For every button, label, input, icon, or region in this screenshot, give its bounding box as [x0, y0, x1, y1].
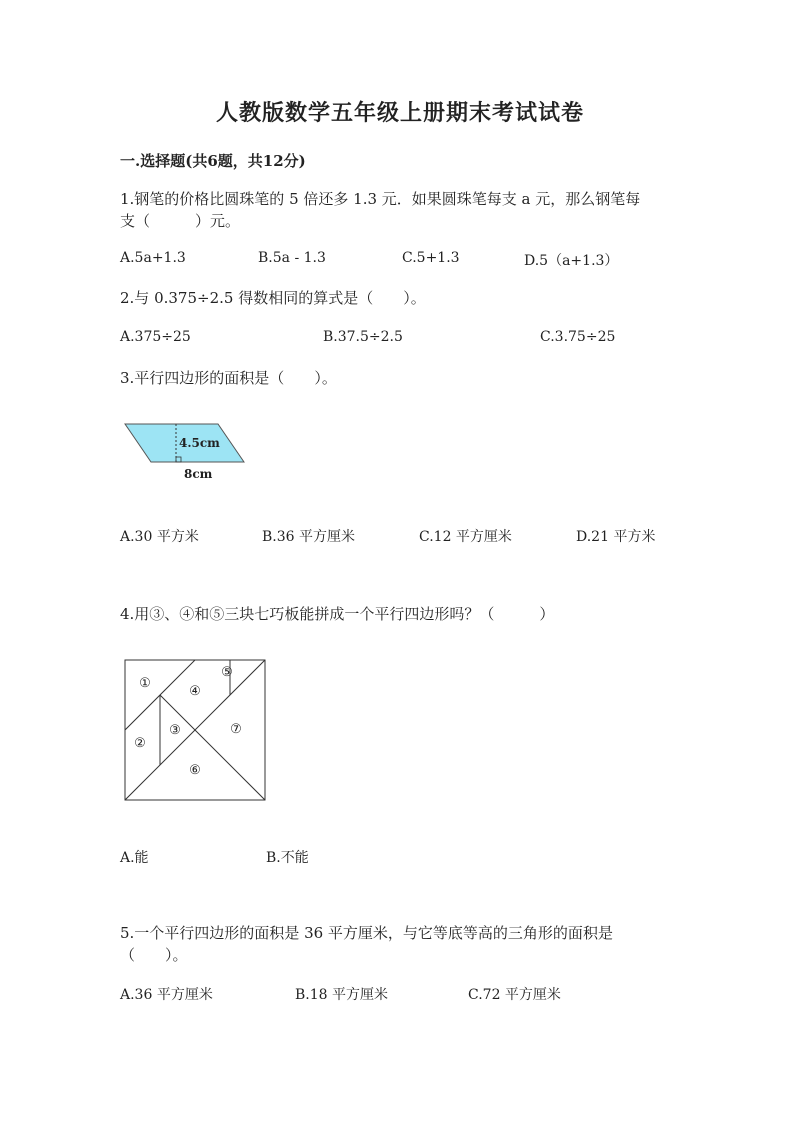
- question-5-option-a: A.36 平方厘米: [120, 987, 213, 1003]
- question-1-option-a: A.5a+1.3: [120, 250, 186, 266]
- question-2-text: 2.与 0.375÷2.5 得数相同的算式是（ ）。: [120, 289, 426, 307]
- page-title: 人教版数学五年级上册期末考试试卷: [215, 100, 584, 126]
- piece-label-5: ⑤: [221, 665, 233, 680]
- piece-label-2: ②: [134, 736, 146, 751]
- piece-label-4: ④: [189, 684, 201, 699]
- question-3-option-c: C.12 平方厘米: [419, 529, 512, 545]
- question-4-option-b: B.不能: [266, 850, 309, 866]
- question-1-line-1: 1.钢笔的价格比圆珠笔的 5 倍还多 1.3 元．如果圆珠笔每支 a 元，那么钢笔每: [120, 190, 641, 208]
- question-1-line-2: 支（ ）元。: [120, 212, 241, 230]
- question-2-option-b: B.37.5÷2.5: [323, 329, 403, 345]
- question-1-option-b: B.5a - 1.3: [258, 250, 326, 266]
- question-2-option-a: A.375÷25: [120, 329, 191, 345]
- piece-label-6: ⑥: [189, 763, 201, 778]
- question-5-line-1: 5.一个平行四边形的面积是 36 平方厘米，与它等底等高的三角形的面积是: [120, 924, 613, 942]
- tangram-figure: [120, 655, 270, 805]
- question-1-option-d: D.5（a+1.3）: [524, 253, 619, 269]
- section-heading: 一.选择题(共6题，共12分): [120, 152, 306, 170]
- question-2-option-c: C.3.75÷25: [540, 329, 616, 345]
- height-label: 4.5cm: [179, 436, 220, 450]
- question-4-option-a: A.能: [120, 850, 149, 866]
- question-3-option-d: D.21 平方米: [576, 529, 656, 545]
- base-label: 8cm: [184, 467, 213, 481]
- piece-label-3: ③: [169, 723, 181, 738]
- question-5-option-b: B.18 平方厘米: [295, 987, 389, 1003]
- parallelogram-figure: [120, 418, 255, 486]
- question-3-option-b: B.36 平方厘米: [262, 529, 356, 545]
- piece-label-1: ①: [139, 676, 151, 691]
- question-4-text: 4.用③、④和⑤三块七巧板能拼成一个平行四边形吗？（ ）: [120, 605, 555, 623]
- question-1-option-c: C.5+1.3: [402, 250, 460, 266]
- question-5-option-c: C.72 平方厘米: [468, 987, 561, 1003]
- question-3-text: 3.平行四边形的面积是（ ）。: [120, 369, 337, 387]
- question-3-option-a: A.30 平方米: [120, 529, 199, 545]
- piece-label-7: ⑦: [230, 722, 242, 737]
- question-5-line-2: （ ）。: [120, 946, 188, 964]
